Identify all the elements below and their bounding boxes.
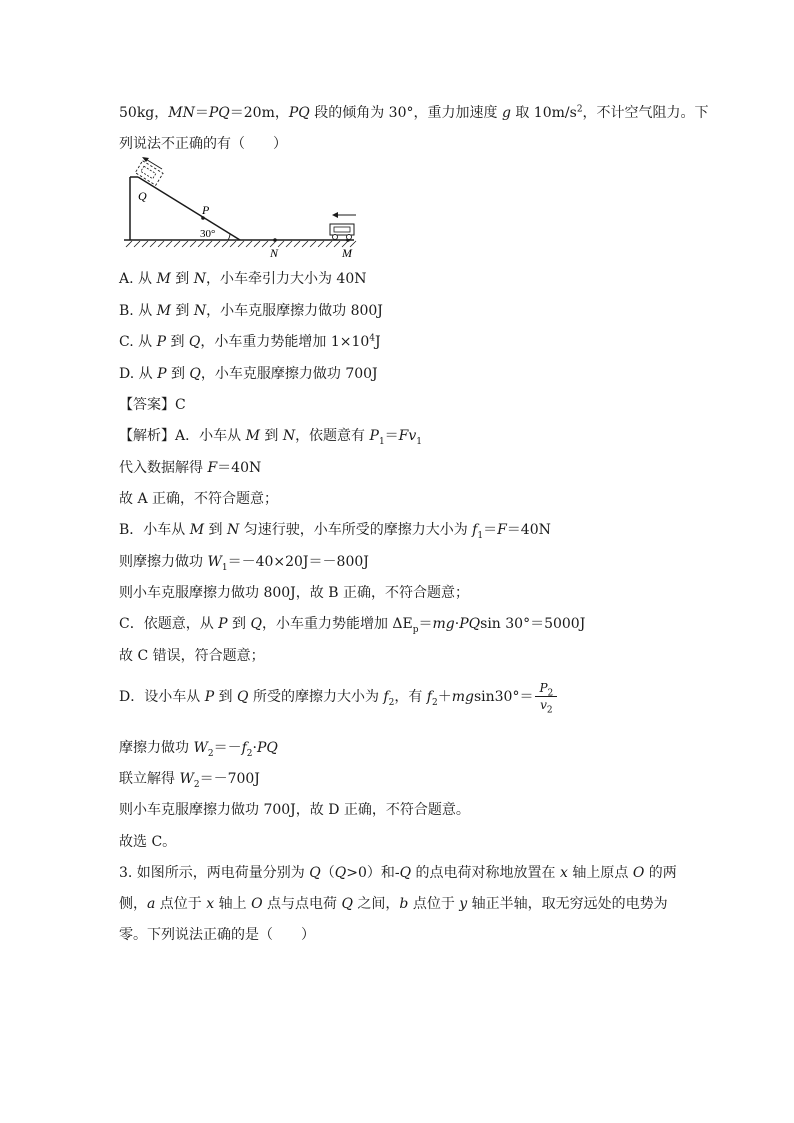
intro-line-1 <box>119 104 709 122</box>
analysis-c2: 故 C 错误，符合题意； <box>119 648 265 664</box>
arrow-left-icon <box>332 212 356 218</box>
fraction: $\frac{P_2}{v_2}$ <box>535 680 557 713</box>
cart-on-ground <box>330 224 354 240</box>
analysis-tag: 【解析】 <box>119 428 175 444</box>
intro-text: ＝20m， <box>229 105 289 121</box>
var-mn: MN <box>168 105 195 121</box>
analysis-d2: 摩擦力做功 $W_2=-f_2\cdot PQ$ <box>119 740 278 759</box>
intro-text: ，不计空气阻力。下 <box>582 105 709 121</box>
incline-diagram <box>120 155 360 265</box>
ground-hatching <box>126 241 356 247</box>
q3-line-3: 零。下列说法正确的是（ ） <box>119 927 315 943</box>
answer-value: C <box>175 397 186 413</box>
intro-line-2: 列说法不正确的有（ ） <box>119 136 287 152</box>
analysis-a1: 【解析】A．小车从 M 到 N，依题意有 $P_1=Fv_1$ <box>119 428 423 447</box>
answer-line <box>119 396 186 414</box>
analysis-b1: B．小车从 M 到 N 匀速行驶，小车所受的摩擦力大小为 $f_1=F=40N$ <box>119 522 551 541</box>
label-m: M <box>342 246 352 260</box>
option-c: C. 从 P 到 Q，小车重力势能增加 $1\times 10^4J$ <box>119 333 381 350</box>
analysis-c1: C．依题意，从 P 到 Q，小车重力势能增加 $\Delta E_p=mg\cdot PQsin$ 30°＝5000J <box>119 616 586 635</box>
analysis-a2: 代入数据解得 F＝40N <box>119 460 262 476</box>
intro-text: ＝ <box>194 105 209 121</box>
q3-line-2: 侧，a 点位于 x 轴上 O 点与点电荷 Q 之间，b 点位于 y 轴正半轴，取无穷远处的电势为 <box>119 896 668 912</box>
angle-label: 30° <box>200 228 216 240</box>
answer-tag: 【答案】 <box>119 397 175 413</box>
q3-line-1: 3. 如图所示，两电荷量分别为 Q（Q>0）和-Q 的点电荷对称地放置在 x 轴上原点 O 的两 <box>119 865 677 881</box>
cart-on-incline <box>135 161 163 186</box>
incline-line <box>138 177 240 240</box>
label-q: Q <box>138 189 147 203</box>
var-pq: PQ <box>208 105 230 121</box>
label-p: P <box>202 203 210 217</box>
option-d: D. 从 P 到 Q，小车克服摩擦力做功 700J <box>119 366 378 382</box>
option-a: A. 从 M 到 N，小车牵引力大小为 40N <box>119 271 367 287</box>
intro-text: 取 10m/s <box>510 105 577 121</box>
analysis-b3: 则小车克服摩擦力做功 800J，故 B 正确，不符合题意； <box>119 585 469 601</box>
var-g: g <box>501 105 511 121</box>
analysis-a3: 故 A 正确，不符合题意； <box>119 491 279 507</box>
superscript: 2 <box>576 104 583 115</box>
analysis-b2: 则摩擦力做功 $W_1=-40\times 20J=-800J$ <box>119 554 369 573</box>
intro-text: 50kg， <box>119 105 169 121</box>
option-b: B. 从 M 到 N，小车克服摩擦力做功 800J <box>119 303 383 319</box>
angle-arc <box>228 234 230 241</box>
intro-text: 段的倾角为 30°，重力加速度 <box>309 105 502 121</box>
point-n <box>273 238 277 242</box>
label-n: N <box>270 246 279 260</box>
analysis-d5: 故选 C。 <box>119 834 177 850</box>
var-pq: PQ <box>288 105 310 121</box>
analysis-d4: 则小车克服摩擦力做功 700J，故 D 正确，不符合题意。 <box>119 802 470 818</box>
analysis-d1: D．设小车从 P 到 Q 所受的摩擦力大小为 $f_2$，有 $f_2+mgsin30^\circ=$ $\frac{P_2}{v_2}$ <box>119 680 559 720</box>
analysis-d3: 联立解得 $W_2=-700J$ <box>119 771 260 790</box>
